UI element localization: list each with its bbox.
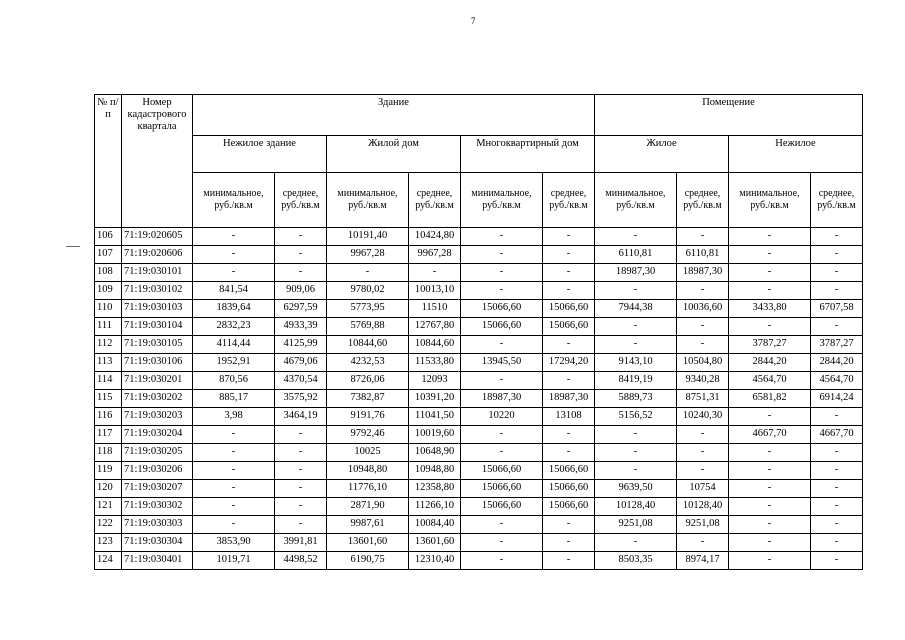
row-number: 113 <box>95 354 122 372</box>
value-cell: 885,17 <box>193 390 275 408</box>
value-cell: - <box>729 228 811 246</box>
value-cell: 12310,40 <box>409 552 461 570</box>
value-cell: 12358,80 <box>409 480 461 498</box>
kvartal-code: 71:19:030304 <box>122 534 193 552</box>
header-zhiloy-dom: Жилой дом <box>327 136 461 173</box>
value-cell: - <box>461 372 543 390</box>
value-cell: 11266,10 <box>409 498 461 516</box>
value-cell: 15066,60 <box>543 300 595 318</box>
page-number: 7 <box>471 16 476 26</box>
header-row-2 <box>95 136 863 173</box>
value-cell: - <box>543 372 595 390</box>
value-cell: 10128,40 <box>595 498 677 516</box>
table-row <box>95 372 863 390</box>
value-cell: 15066,60 <box>461 300 543 318</box>
value-cell: - <box>461 552 543 570</box>
value-cell: 10754 <box>677 480 729 498</box>
table-row <box>95 390 863 408</box>
value-cell: - <box>543 228 595 246</box>
kvartal-code: 71:19:020605 <box>122 228 193 246</box>
value-cell: 11041,50 <box>409 408 461 426</box>
header-kvartal: Номер кадастрового квартала <box>122 95 193 228</box>
kvartal-code: 71:19:030207 <box>122 480 193 498</box>
table-row <box>95 246 863 264</box>
value-cell: 2871,90 <box>327 498 409 516</box>
value-cell: - <box>677 534 729 552</box>
value-cell: 18987,30 <box>543 390 595 408</box>
value-cell: - <box>677 426 729 444</box>
kvartal-code: 71:19:030204 <box>122 426 193 444</box>
header-row-3 <box>95 173 863 228</box>
row-number: 109 <box>95 282 122 300</box>
value-cell: 10036,60 <box>677 300 729 318</box>
header-avg: среднее, руб./кв.м <box>275 173 327 228</box>
value-cell: 10844,60 <box>409 336 461 354</box>
value-cell: 4498,52 <box>275 552 327 570</box>
value-cell: - <box>677 282 729 300</box>
value-cell: - <box>275 264 327 282</box>
value-cell: - <box>729 318 811 336</box>
row-number: 119 <box>95 462 122 480</box>
value-cell: - <box>461 516 543 534</box>
value-cell: 10948,80 <box>409 462 461 480</box>
row-number: 120 <box>95 480 122 498</box>
row-number: 106 <box>95 228 122 246</box>
row-number: 114 <box>95 372 122 390</box>
value-cell: - <box>811 534 863 552</box>
value-cell: 841,54 <box>193 282 275 300</box>
value-cell: 9639,50 <box>595 480 677 498</box>
value-cell: - <box>729 282 811 300</box>
value-cell: - <box>543 444 595 462</box>
value-cell: 18987,30 <box>595 264 677 282</box>
kvartal-code: 71:19:030202 <box>122 390 193 408</box>
header-min: минимальное, руб./кв.м <box>461 173 543 228</box>
header-row-1 <box>95 95 863 136</box>
value-cell: 18987,30 <box>677 264 729 282</box>
kvartal-code: 71:19:020606 <box>122 246 193 264</box>
value-cell: 4232,53 <box>327 354 409 372</box>
value-cell: - <box>595 318 677 336</box>
value-cell: 3853,90 <box>193 534 275 552</box>
kvartal-code: 71:19:030205 <box>122 444 193 462</box>
value-cell: 11510 <box>409 300 461 318</box>
value-cell: - <box>275 516 327 534</box>
value-cell: 10025 <box>327 444 409 462</box>
value-cell: - <box>543 426 595 444</box>
value-cell: - <box>595 444 677 462</box>
value-cell: 15066,60 <box>461 498 543 516</box>
value-cell: - <box>811 228 863 246</box>
value-cell: - <box>543 282 595 300</box>
value-cell: 9987,61 <box>327 516 409 534</box>
value-cell: - <box>811 282 863 300</box>
value-cell: - <box>193 516 275 534</box>
value-cell: - <box>729 480 811 498</box>
header-min: минимальное, руб./кв.м <box>729 173 811 228</box>
header-nezhiloe: Нежилое <box>729 136 863 173</box>
table-row <box>95 462 863 480</box>
value-cell: - <box>729 246 811 264</box>
table-row <box>95 534 863 552</box>
value-cell: - <box>193 426 275 444</box>
value-cell: - <box>543 336 595 354</box>
value-cell: 6110,81 <box>677 246 729 264</box>
value-cell: - <box>461 426 543 444</box>
kvartal-code: 71:19:030104 <box>122 318 193 336</box>
value-cell: 10128,40 <box>677 498 729 516</box>
value-cell: - <box>811 462 863 480</box>
value-cell: - <box>595 462 677 480</box>
table-row <box>95 354 863 372</box>
value-cell: 15066,60 <box>543 462 595 480</box>
value-cell: - <box>677 336 729 354</box>
value-cell: - <box>729 444 811 462</box>
value-cell: 3991,81 <box>275 534 327 552</box>
value-cell: - <box>811 444 863 462</box>
value-cell: 1839,64 <box>193 300 275 318</box>
value-cell: 909,06 <box>275 282 327 300</box>
kvartal-code: 71:19:030203 <box>122 408 193 426</box>
value-cell: - <box>677 444 729 462</box>
table-row <box>95 498 863 516</box>
value-cell: 12093 <box>409 372 461 390</box>
value-cell: - <box>811 408 863 426</box>
value-cell: - <box>275 462 327 480</box>
value-cell: 15066,60 <box>461 462 543 480</box>
kvartal-code: 71:19:030101 <box>122 264 193 282</box>
row-number: 108 <box>95 264 122 282</box>
value-cell: 2832,23 <box>193 318 275 336</box>
header-avg: среднее, руб./кв.м <box>543 173 595 228</box>
value-cell: - <box>193 228 275 246</box>
value-cell: - <box>275 228 327 246</box>
kvartal-code: 71:19:030206 <box>122 462 193 480</box>
value-cell: - <box>811 552 863 570</box>
value-cell: 7944,38 <box>595 300 677 318</box>
value-cell: - <box>193 462 275 480</box>
header-avg: среднее, руб./кв.м <box>677 173 729 228</box>
margin-mark <box>66 246 80 247</box>
row-number: 122 <box>95 516 122 534</box>
value-cell: 4667,70 <box>729 426 811 444</box>
value-cell: 15066,60 <box>543 318 595 336</box>
value-cell: 6297,59 <box>275 300 327 318</box>
value-cell: - <box>275 480 327 498</box>
value-cell: 4667,70 <box>811 426 863 444</box>
row-number: 124 <box>95 552 122 570</box>
value-cell: - <box>193 444 275 462</box>
value-cell: - <box>811 480 863 498</box>
value-cell: 6190,75 <box>327 552 409 570</box>
header-min: минимальное, руб./кв.м <box>327 173 409 228</box>
value-cell: - <box>729 408 811 426</box>
value-cell: - <box>677 318 729 336</box>
value-cell: 8726,06 <box>327 372 409 390</box>
value-cell: 18987,30 <box>461 390 543 408</box>
value-cell: 9967,28 <box>409 246 461 264</box>
value-cell: 9340,28 <box>677 372 729 390</box>
value-cell: 10391,20 <box>409 390 461 408</box>
value-cell: 3575,92 <box>275 390 327 408</box>
value-cell: - <box>811 498 863 516</box>
value-cell: 10019,60 <box>409 426 461 444</box>
row-number: 110 <box>95 300 122 318</box>
row-number: 121 <box>95 498 122 516</box>
value-cell: 3,98 <box>193 408 275 426</box>
header-min: минимальное, руб./кв.м <box>595 173 677 228</box>
value-cell: 13601,60 <box>409 534 461 552</box>
kvartal-code: 71:19:030102 <box>122 282 193 300</box>
table-row <box>95 444 863 462</box>
kvartal-code: 71:19:030105 <box>122 336 193 354</box>
value-cell: 6914,24 <box>811 390 863 408</box>
value-cell: 15066,60 <box>461 480 543 498</box>
value-cell: - <box>275 498 327 516</box>
value-cell: - <box>461 534 543 552</box>
value-cell: 4564,70 <box>811 372 863 390</box>
value-cell: - <box>275 444 327 462</box>
table-row <box>95 552 863 570</box>
value-cell: - <box>461 282 543 300</box>
value-cell: 9191,76 <box>327 408 409 426</box>
value-cell: 4114,44 <box>193 336 275 354</box>
value-cell: - <box>461 336 543 354</box>
value-cell: - <box>729 264 811 282</box>
row-number: 112 <box>95 336 122 354</box>
value-cell: - <box>461 444 543 462</box>
header-mnogokv-dom: Многоквартирный дом <box>461 136 595 173</box>
table-row <box>95 426 863 444</box>
value-cell: 5889,73 <box>595 390 677 408</box>
row-number: 111 <box>95 318 122 336</box>
value-cell: - <box>595 282 677 300</box>
table-row <box>95 408 863 426</box>
value-cell: - <box>193 264 275 282</box>
value-cell: 10424,80 <box>409 228 461 246</box>
value-cell: - <box>193 246 275 264</box>
value-cell: 4370,54 <box>275 372 327 390</box>
row-number: 123 <box>95 534 122 552</box>
cadastral-value-table <box>94 94 863 570</box>
value-cell: 4125,99 <box>275 336 327 354</box>
row-number: 116 <box>95 408 122 426</box>
kvartal-code: 71:19:030401 <box>122 552 193 570</box>
value-cell: - <box>595 336 677 354</box>
value-cell: - <box>677 228 729 246</box>
value-cell: - <box>275 246 327 264</box>
value-cell: - <box>595 534 677 552</box>
table-row <box>95 264 863 282</box>
value-cell: - <box>811 264 863 282</box>
value-cell: 870,56 <box>193 372 275 390</box>
value-cell: 8974,17 <box>677 552 729 570</box>
value-cell: - <box>461 246 543 264</box>
value-cell: 10191,40 <box>327 228 409 246</box>
value-cell: 6110,81 <box>595 246 677 264</box>
value-cell: 15066,60 <box>543 498 595 516</box>
value-cell: 5773,95 <box>327 300 409 318</box>
value-cell: - <box>729 552 811 570</box>
value-cell: - <box>543 552 595 570</box>
value-cell: 10648,90 <box>409 444 461 462</box>
kvartal-code: 71:19:030201 <box>122 372 193 390</box>
value-cell: - <box>729 534 811 552</box>
table-row <box>95 516 863 534</box>
header-pomeshchenie: Помещение <box>595 95 863 136</box>
value-cell: 4933,39 <box>275 318 327 336</box>
value-cell: - <box>327 264 409 282</box>
value-cell: 2844,20 <box>729 354 811 372</box>
value-cell: 9251,08 <box>677 516 729 534</box>
value-cell: - <box>811 318 863 336</box>
value-cell: - <box>729 462 811 480</box>
value-cell: 13601,60 <box>327 534 409 552</box>
value-cell: 15066,60 <box>461 318 543 336</box>
header-avg: среднее, руб./кв.м <box>409 173 461 228</box>
value-cell: 10240,30 <box>677 408 729 426</box>
value-cell: - <box>461 264 543 282</box>
value-cell: 17294,20 <box>543 354 595 372</box>
value-cell: - <box>811 516 863 534</box>
value-cell: - <box>275 426 327 444</box>
table-row <box>95 336 863 354</box>
row-number: 117 <box>95 426 122 444</box>
value-cell: 1952,91 <box>193 354 275 372</box>
value-cell: - <box>811 246 863 264</box>
row-number: 115 <box>95 390 122 408</box>
table-row <box>95 282 863 300</box>
value-cell: 15066,60 <box>543 480 595 498</box>
value-cell: 12767,80 <box>409 318 461 336</box>
table-row <box>95 300 863 318</box>
value-cell: 13108 <box>543 408 595 426</box>
value-cell: - <box>461 228 543 246</box>
value-cell: - <box>543 264 595 282</box>
value-cell: 2844,20 <box>811 354 863 372</box>
value-cell: 4679,06 <box>275 354 327 372</box>
value-cell: 6707,58 <box>811 300 863 318</box>
value-cell: 10220 <box>461 408 543 426</box>
value-cell: 10013,10 <box>409 282 461 300</box>
kvartal-code: 71:19:030302 <box>122 498 193 516</box>
value-cell: 3433,80 <box>729 300 811 318</box>
value-cell: 10844,60 <box>327 336 409 354</box>
value-cell: 11533,80 <box>409 354 461 372</box>
value-cell: 10948,80 <box>327 462 409 480</box>
value-cell: 9251,08 <box>595 516 677 534</box>
value-cell: 10504,80 <box>677 354 729 372</box>
table-row <box>95 228 863 246</box>
value-cell: 7382,87 <box>327 390 409 408</box>
value-cell: 9143,10 <box>595 354 677 372</box>
table-row <box>95 480 863 498</box>
value-cell: 10084,40 <box>409 516 461 534</box>
value-cell: 5156,52 <box>595 408 677 426</box>
value-cell: 13945,50 <box>461 354 543 372</box>
value-cell: - <box>595 426 677 444</box>
kvartal-code: 71:19:030106 <box>122 354 193 372</box>
value-cell: - <box>729 516 811 534</box>
row-number: 118 <box>95 444 122 462</box>
kvartal-code: 71:19:030303 <box>122 516 193 534</box>
header-avg: среднее, руб./кв.м <box>811 173 863 228</box>
kvartal-code: 71:19:030103 <box>122 300 193 318</box>
value-cell: 9780,02 <box>327 282 409 300</box>
value-cell: - <box>729 498 811 516</box>
value-cell: 1019,71 <box>193 552 275 570</box>
value-cell: 4564,70 <box>729 372 811 390</box>
value-cell: - <box>543 246 595 264</box>
value-cell: - <box>409 264 461 282</box>
value-cell: - <box>543 534 595 552</box>
value-cell: 8419,19 <box>595 372 677 390</box>
header-nezhiloe-zdanie: Нежилое здание <box>193 136 327 173</box>
value-cell: - <box>677 462 729 480</box>
value-cell: 9792,46 <box>327 426 409 444</box>
header-zhiloe: Жилое <box>595 136 729 173</box>
value-cell: 8751,31 <box>677 390 729 408</box>
value-cell: - <box>595 228 677 246</box>
header-min: минимальное, руб./кв.м <box>193 173 275 228</box>
value-cell: 5769,88 <box>327 318 409 336</box>
value-cell: 3464,19 <box>275 408 327 426</box>
value-cell: - <box>193 480 275 498</box>
header-num: № п/п <box>95 95 122 228</box>
header-zdanie: Здание <box>193 95 595 136</box>
value-cell: 6581,82 <box>729 390 811 408</box>
value-cell: 8503,35 <box>595 552 677 570</box>
table-row <box>95 318 863 336</box>
value-cell: 3787,27 <box>811 336 863 354</box>
value-cell: - <box>543 516 595 534</box>
row-number: 107 <box>95 246 122 264</box>
value-cell: 9967,28 <box>327 246 409 264</box>
value-cell: 3787,27 <box>729 336 811 354</box>
value-cell: 11776,10 <box>327 480 409 498</box>
value-cell: - <box>193 498 275 516</box>
